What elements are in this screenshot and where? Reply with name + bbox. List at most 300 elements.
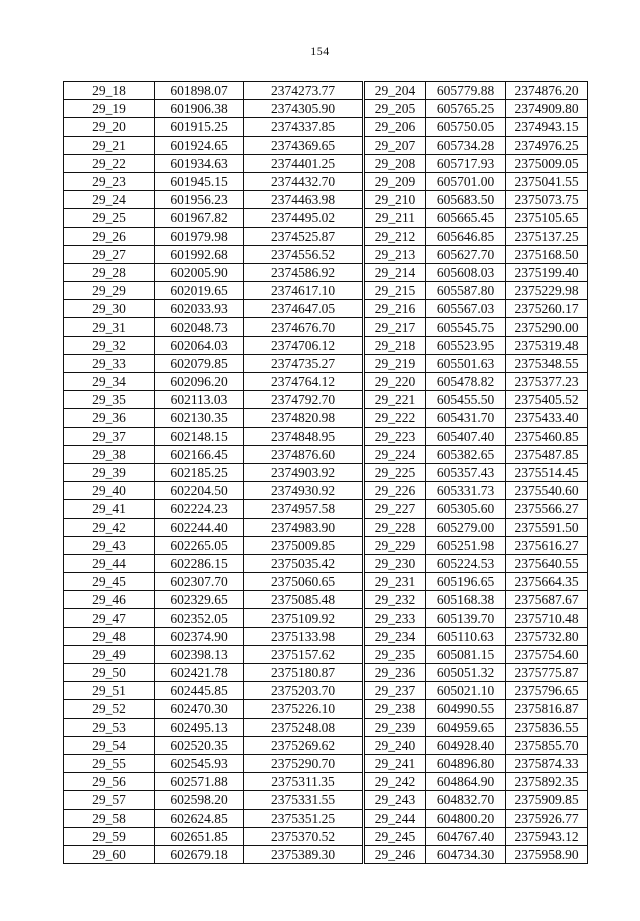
table-row <box>64 718 588 736</box>
table-row <box>64 827 588 845</box>
cell-y-right: 2375168.50 <box>506 245 588 263</box>
cell-x-left: 602096.20 <box>155 373 244 391</box>
cell-y-right: 2375616.27 <box>506 536 588 554</box>
cell-x-left: 602148.15 <box>155 427 244 445</box>
table-row <box>64 282 588 300</box>
table-row <box>64 664 588 682</box>
cell-x-left: 602079.85 <box>155 354 244 372</box>
table-row <box>64 154 588 172</box>
cell-y-right: 2375348.55 <box>506 354 588 372</box>
cell-x-right: 605567.03 <box>426 300 506 318</box>
table-row <box>64 263 588 281</box>
cell-y-right: 2375640.55 <box>506 554 588 572</box>
cell-point-id-right: 29_211 <box>364 209 426 227</box>
cell-x-left: 602421.78 <box>155 664 244 682</box>
cell-point-id-left: 29_20 <box>64 118 155 136</box>
cell-x-right: 605750.05 <box>426 118 506 136</box>
cell-y-left: 2375311.35 <box>244 773 364 791</box>
cell-x-left: 601924.65 <box>155 136 244 154</box>
table-row <box>64 391 588 409</box>
cell-x-left: 602265.05 <box>155 536 244 554</box>
cell-x-left: 602048.73 <box>155 318 244 336</box>
cell-x-right: 605279.00 <box>426 518 506 536</box>
cell-point-id-left: 29_54 <box>64 736 155 754</box>
table-row <box>64 845 588 863</box>
cell-point-id-right: 29_233 <box>364 609 426 627</box>
cell-x-left: 602624.85 <box>155 809 244 827</box>
cell-point-id-left: 29_25 <box>64 209 155 227</box>
cell-y-right: 2375377.23 <box>506 373 588 391</box>
cell-x-left: 602545.93 <box>155 754 244 772</box>
cell-x-left: 602398.13 <box>155 645 244 663</box>
cell-x-right: 605734.28 <box>426 136 506 154</box>
table-row <box>64 209 588 227</box>
cell-point-id-left: 29_28 <box>64 263 155 281</box>
cell-y-left: 2375269.62 <box>244 736 364 754</box>
table-row <box>64 736 588 754</box>
cell-y-right: 2375405.52 <box>506 391 588 409</box>
cell-x-left: 601915.25 <box>155 118 244 136</box>
cell-point-id-left: 29_55 <box>64 754 155 772</box>
cell-point-id-right: 29_236 <box>364 664 426 682</box>
cell-y-left: 2375370.52 <box>244 827 364 845</box>
cell-y-left: 2375203.70 <box>244 682 364 700</box>
cell-x-right: 605051.32 <box>426 664 506 682</box>
cell-point-id-right: 29_244 <box>364 809 426 827</box>
cell-y-left: 2375133.98 <box>244 627 364 645</box>
cell-x-left: 602185.25 <box>155 463 244 481</box>
cell-point-id-right: 29_234 <box>364 627 426 645</box>
cell-y-right: 2375433.40 <box>506 409 588 427</box>
cell-y-right: 2375710.48 <box>506 609 588 627</box>
cell-x-right: 604832.70 <box>426 791 506 809</box>
cell-x-right: 605139.70 <box>426 609 506 627</box>
cell-y-right: 2375943.12 <box>506 827 588 845</box>
table-row <box>64 100 588 118</box>
cell-point-id-left: 29_29 <box>64 282 155 300</box>
cell-x-right: 605501.63 <box>426 354 506 372</box>
cell-y-left: 2375180.87 <box>244 664 364 682</box>
table-row <box>64 463 588 481</box>
cell-x-right: 604990.55 <box>426 700 506 718</box>
cell-point-id-right: 29_242 <box>364 773 426 791</box>
cell-x-left: 602244.40 <box>155 518 244 536</box>
table-row <box>64 354 588 372</box>
table-row <box>64 191 588 209</box>
table-row <box>64 373 588 391</box>
cell-x-right: 605224.53 <box>426 554 506 572</box>
cell-point-id-right: 29_215 <box>364 282 426 300</box>
cell-y-left: 2374369.65 <box>244 136 364 154</box>
cell-point-id-right: 29_239 <box>364 718 426 736</box>
cell-point-id-right: 29_241 <box>364 754 426 772</box>
cell-point-id-left: 29_32 <box>64 336 155 354</box>
cell-y-right: 2375909.85 <box>506 791 588 809</box>
cell-point-id-left: 29_36 <box>64 409 155 427</box>
table-row <box>64 591 588 609</box>
cell-x-left: 602204.50 <box>155 482 244 500</box>
cell-point-id-right: 29_206 <box>364 118 426 136</box>
cell-y-right: 2375105.65 <box>506 209 588 227</box>
table-row <box>64 627 588 645</box>
cell-y-left: 2374676.70 <box>244 318 364 336</box>
cell-point-id-right: 29_209 <box>364 172 426 190</box>
cell-y-left: 2375035.42 <box>244 554 364 572</box>
cell-x-left: 602166.45 <box>155 445 244 463</box>
cell-point-id-right: 29_208 <box>364 154 426 172</box>
cell-y-left: 2374735.27 <box>244 354 364 372</box>
cell-x-left: 602445.85 <box>155 682 244 700</box>
cell-y-right: 2375137.25 <box>506 227 588 245</box>
cell-x-right: 604864.90 <box>426 773 506 791</box>
cell-point-id-left: 29_40 <box>64 482 155 500</box>
cell-y-right: 2375958.90 <box>506 845 588 863</box>
cell-y-left: 2375290.70 <box>244 754 364 772</box>
cell-x-left: 602470.30 <box>155 700 244 718</box>
cell-point-id-left: 29_47 <box>64 609 155 627</box>
cell-x-left: 602224.23 <box>155 500 244 518</box>
cell-point-id-left: 29_37 <box>64 427 155 445</box>
cell-point-id-right: 29_228 <box>364 518 426 536</box>
cell-x-left: 602033.93 <box>155 300 244 318</box>
cell-x-left: 602064.03 <box>155 336 244 354</box>
cell-point-id-left: 29_43 <box>64 536 155 554</box>
cell-x-right: 605431.70 <box>426 409 506 427</box>
cell-x-left: 601945.15 <box>155 172 244 190</box>
cell-x-right: 605608.03 <box>426 263 506 281</box>
cell-point-id-right: 29_212 <box>364 227 426 245</box>
cell-x-left: 602679.18 <box>155 845 244 863</box>
table-row <box>64 482 588 500</box>
cell-x-left: 602329.65 <box>155 591 244 609</box>
cell-y-left: 2375331.55 <box>244 791 364 809</box>
cell-y-right: 2375487.85 <box>506 445 588 463</box>
cell-y-right: 2375199.40 <box>506 263 588 281</box>
cell-y-right: 2375514.45 <box>506 463 588 481</box>
cell-point-id-right: 29_226 <box>364 482 426 500</box>
cell-point-id-right: 29_217 <box>364 318 426 336</box>
cell-point-id-left: 29_42 <box>64 518 155 536</box>
cell-y-right: 2375836.55 <box>506 718 588 736</box>
cell-y-right: 2375290.00 <box>506 318 588 336</box>
cell-x-left: 602374.90 <box>155 627 244 645</box>
cell-x-right: 605701.00 <box>426 172 506 190</box>
coordinates-table <box>63 81 588 864</box>
cell-point-id-left: 29_21 <box>64 136 155 154</box>
cell-x-right: 605382.65 <box>426 445 506 463</box>
table-row <box>64 500 588 518</box>
cell-x-right: 605523.95 <box>426 336 506 354</box>
cell-y-left: 2375351.25 <box>244 809 364 827</box>
cell-point-id-left: 29_52 <box>64 700 155 718</box>
cell-x-right: 605587.80 <box>426 282 506 300</box>
cell-y-left: 2374903.92 <box>244 463 364 481</box>
cell-point-id-right: 29_222 <box>364 409 426 427</box>
cell-point-id-right: 29_216 <box>364 300 426 318</box>
table-row <box>64 536 588 554</box>
cell-y-left: 2374305.90 <box>244 100 364 118</box>
cell-y-right: 2375664.35 <box>506 573 588 591</box>
cell-x-right: 605081.15 <box>426 645 506 663</box>
cell-point-id-left: 29_39 <box>64 463 155 481</box>
cell-point-id-right: 29_207 <box>364 136 426 154</box>
cell-point-id-right: 29_210 <box>364 191 426 209</box>
cell-y-right: 2375041.55 <box>506 172 588 190</box>
cell-point-id-left: 29_51 <box>64 682 155 700</box>
cell-point-id-right: 29_232 <box>364 591 426 609</box>
cell-y-left: 2375009.85 <box>244 536 364 554</box>
cell-y-right: 2375855.70 <box>506 736 588 754</box>
cell-point-id-right: 29_245 <box>364 827 426 845</box>
table-row <box>64 300 588 318</box>
cell-point-id-left: 29_53 <box>64 718 155 736</box>
table-row <box>64 809 588 827</box>
cell-x-right: 605683.50 <box>426 191 506 209</box>
cell-x-right: 605627.70 <box>426 245 506 263</box>
cell-point-id-right: 29_213 <box>364 245 426 263</box>
table-row <box>64 554 588 572</box>
cell-y-right: 2375566.27 <box>506 500 588 518</box>
coordinates-table-body <box>64 82 588 864</box>
cell-x-left: 602286.15 <box>155 554 244 572</box>
cell-x-left: 602352.05 <box>155 609 244 627</box>
cell-x-left: 602520.35 <box>155 736 244 754</box>
cell-x-right: 605251.98 <box>426 536 506 554</box>
cell-point-id-left: 29_60 <box>64 845 155 863</box>
cell-y-right: 2375816.87 <box>506 700 588 718</box>
cell-point-id-left: 29_57 <box>64 791 155 809</box>
cell-x-left: 602130.35 <box>155 409 244 427</box>
cell-point-id-right: 29_221 <box>364 391 426 409</box>
cell-point-id-left: 29_56 <box>64 773 155 791</box>
cell-x-right: 605455.50 <box>426 391 506 409</box>
cell-y-right: 2375319.48 <box>506 336 588 354</box>
table-row <box>64 318 588 336</box>
cell-x-right: 605331.73 <box>426 482 506 500</box>
cell-y-right: 2374976.25 <box>506 136 588 154</box>
cell-y-left: 2374617.10 <box>244 282 364 300</box>
cell-y-left: 2374706.12 <box>244 336 364 354</box>
cell-x-left: 602571.88 <box>155 773 244 791</box>
cell-point-id-right: 29_220 <box>364 373 426 391</box>
cell-x-left: 602005.90 <box>155 263 244 281</box>
cell-y-right: 2375460.85 <box>506 427 588 445</box>
cell-point-id-right: 29_240 <box>364 736 426 754</box>
cell-point-id-right: 29_219 <box>364 354 426 372</box>
cell-y-left: 2374820.98 <box>244 409 364 427</box>
cell-x-right: 604767.40 <box>426 827 506 845</box>
table-row <box>64 245 588 263</box>
cell-point-id-left: 29_26 <box>64 227 155 245</box>
cell-point-id-right: 29_224 <box>364 445 426 463</box>
cell-point-id-left: 29_31 <box>64 318 155 336</box>
cell-x-right: 605407.40 <box>426 427 506 445</box>
cell-point-id-left: 29_48 <box>64 627 155 645</box>
cell-y-left: 2375226.10 <box>244 700 364 718</box>
cell-x-left: 601934.63 <box>155 154 244 172</box>
cell-y-right: 2375073.75 <box>506 191 588 209</box>
cell-y-right: 2374943.15 <box>506 118 588 136</box>
cell-y-left: 2374930.92 <box>244 482 364 500</box>
table-row <box>64 409 588 427</box>
cell-x-right: 605305.60 <box>426 500 506 518</box>
cell-x-right: 605665.45 <box>426 209 506 227</box>
cell-x-left: 602495.13 <box>155 718 244 736</box>
cell-x-right: 604959.65 <box>426 718 506 736</box>
cell-point-id-right: 29_227 <box>364 500 426 518</box>
cell-y-right: 2375874.33 <box>506 754 588 772</box>
table-row <box>64 118 588 136</box>
cell-y-right: 2374909.80 <box>506 100 588 118</box>
cell-y-left: 2374957.58 <box>244 500 364 518</box>
cell-point-id-left: 29_22 <box>64 154 155 172</box>
table-row <box>64 518 588 536</box>
cell-y-left: 2375085.48 <box>244 591 364 609</box>
cell-point-id-left: 29_50 <box>64 664 155 682</box>
cell-x-right: 605765.25 <box>426 100 506 118</box>
cell-x-right: 605545.75 <box>426 318 506 336</box>
cell-x-left: 602019.65 <box>155 282 244 300</box>
cell-point-id-right: 29_204 <box>364 82 426 100</box>
cell-y-right: 2375591.50 <box>506 518 588 536</box>
cell-y-left: 2374273.77 <box>244 82 364 100</box>
cell-y-right: 2375009.05 <box>506 154 588 172</box>
cell-y-left: 2374432.70 <box>244 172 364 190</box>
cell-y-left: 2374792.70 <box>244 391 364 409</box>
cell-point-id-right: 29_243 <box>364 791 426 809</box>
cell-y-right: 2375926.77 <box>506 809 588 827</box>
cell-point-id-left: 29_24 <box>64 191 155 209</box>
cell-y-left: 2374848.95 <box>244 427 364 445</box>
cell-y-right: 2374876.20 <box>506 82 588 100</box>
cell-y-left: 2374401.25 <box>244 154 364 172</box>
cell-point-id-left: 29_45 <box>64 573 155 591</box>
cell-y-left: 2374764.12 <box>244 373 364 391</box>
cell-y-left: 2375389.30 <box>244 845 364 863</box>
cell-x-left: 602113.03 <box>155 391 244 409</box>
cell-point-id-left: 29_18 <box>64 82 155 100</box>
cell-y-left: 2375060.65 <box>244 573 364 591</box>
table-row <box>64 136 588 154</box>
cell-point-id-left: 29_46 <box>64 591 155 609</box>
cell-point-id-left: 29_30 <box>64 300 155 318</box>
cell-point-id-right: 29_246 <box>364 845 426 863</box>
cell-y-right: 2375540.60 <box>506 482 588 500</box>
cell-y-right: 2375754.60 <box>506 645 588 663</box>
cell-point-id-left: 29_38 <box>64 445 155 463</box>
cell-y-left: 2374463.98 <box>244 191 364 209</box>
table-row <box>64 172 588 190</box>
cell-y-left: 2374647.05 <box>244 300 364 318</box>
table-row <box>64 773 588 791</box>
cell-y-right: 2375775.87 <box>506 664 588 682</box>
cell-point-id-right: 29_229 <box>364 536 426 554</box>
table-row <box>64 700 588 718</box>
cell-x-left: 601979.98 <box>155 227 244 245</box>
cell-point-id-right: 29_235 <box>364 645 426 663</box>
cell-x-left: 602307.70 <box>155 573 244 591</box>
cell-point-id-left: 29_23 <box>64 172 155 190</box>
cell-point-id-left: 29_41 <box>64 500 155 518</box>
cell-point-id-right: 29_205 <box>364 100 426 118</box>
cell-y-right: 2375892.35 <box>506 773 588 791</box>
cell-point-id-right: 29_237 <box>364 682 426 700</box>
cell-point-id-left: 29_33 <box>64 354 155 372</box>
cell-x-left: 602651.85 <box>155 827 244 845</box>
cell-y-left: 2375248.08 <box>244 718 364 736</box>
cell-y-right: 2375796.65 <box>506 682 588 700</box>
cell-x-right: 605478.82 <box>426 373 506 391</box>
table-row <box>64 682 588 700</box>
cell-x-right: 605168.38 <box>426 591 506 609</box>
cell-point-id-left: 29_27 <box>64 245 155 263</box>
cell-x-left: 601992.68 <box>155 245 244 263</box>
table-row <box>64 573 588 591</box>
cell-y-left: 2374586.92 <box>244 263 364 281</box>
cell-point-id-right: 29_223 <box>364 427 426 445</box>
cell-x-right: 604734.30 <box>426 845 506 863</box>
cell-x-left: 601906.38 <box>155 100 244 118</box>
table-row <box>64 445 588 463</box>
cell-y-right: 2375687.67 <box>506 591 588 609</box>
cell-y-left: 2375109.92 <box>244 609 364 627</box>
cell-point-id-left: 29_59 <box>64 827 155 845</box>
cell-point-id-right: 29_225 <box>364 463 426 481</box>
table-row <box>64 427 588 445</box>
cell-x-right: 605779.88 <box>426 82 506 100</box>
table-row <box>64 82 588 100</box>
cell-y-left: 2374525.87 <box>244 227 364 245</box>
cell-x-left: 601956.23 <box>155 191 244 209</box>
cell-y-left: 2374495.02 <box>244 209 364 227</box>
table-row <box>64 754 588 772</box>
cell-y-right: 2375260.17 <box>506 300 588 318</box>
page-number: 154 <box>310 44 330 58</box>
cell-point-id-right: 29_214 <box>364 263 426 281</box>
cell-x-right: 605717.93 <box>426 154 506 172</box>
cell-y-left: 2374983.90 <box>244 518 364 536</box>
cell-y-right: 2375229.98 <box>506 282 588 300</box>
cell-point-id-right: 29_231 <box>364 573 426 591</box>
cell-point-id-right: 29_238 <box>364 700 426 718</box>
cell-y-left: 2375157.62 <box>244 645 364 663</box>
cell-point-id-left: 29_49 <box>64 645 155 663</box>
cell-point-id-right: 29_230 <box>364 554 426 572</box>
cell-point-id-left: 29_44 <box>64 554 155 572</box>
cell-x-left: 601898.07 <box>155 82 244 100</box>
cell-point-id-left: 29_34 <box>64 373 155 391</box>
cell-x-right: 605021.10 <box>426 682 506 700</box>
cell-x-left: 602598.20 <box>155 791 244 809</box>
cell-y-left: 2374556.52 <box>244 245 364 263</box>
cell-point-id-right: 29_218 <box>364 336 426 354</box>
cell-y-left: 2374337.85 <box>244 118 364 136</box>
table-row <box>64 791 588 809</box>
cell-point-id-left: 29_35 <box>64 391 155 409</box>
table-row <box>64 336 588 354</box>
table-row <box>64 645 588 663</box>
cell-y-right: 2375732.80 <box>506 627 588 645</box>
cell-x-right: 605646.85 <box>426 227 506 245</box>
cell-x-left: 601967.82 <box>155 209 244 227</box>
cell-x-right: 604800.20 <box>426 809 506 827</box>
cell-x-right: 604896.80 <box>426 754 506 772</box>
cell-x-right: 605196.65 <box>426 573 506 591</box>
cell-x-right: 604928.40 <box>426 736 506 754</box>
cell-y-left: 2374876.60 <box>244 445 364 463</box>
cell-point-id-left: 29_58 <box>64 809 155 827</box>
cell-x-right: 605357.43 <box>426 463 506 481</box>
